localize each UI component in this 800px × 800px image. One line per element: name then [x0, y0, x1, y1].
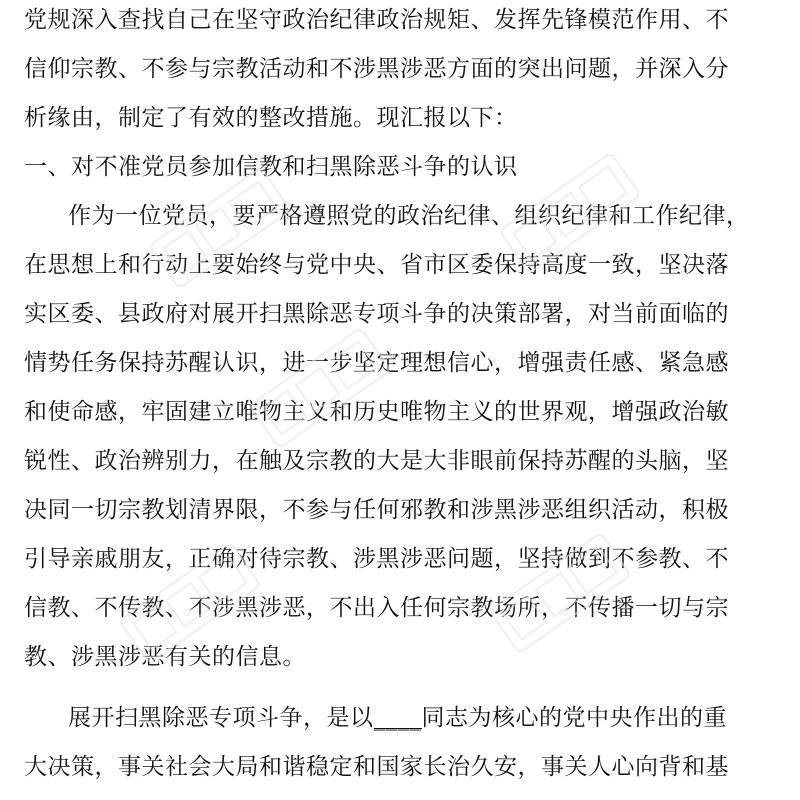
- text-line: 决同一切宗教划清界限，不参与任何邪教和涉黑涉恶组织活动，积极: [24, 497, 729, 523]
- fill-in-blank: ____: [373, 705, 422, 731]
- section-heading: 一、对不准党员参加信教和扫黑除恶斗争的认识: [24, 154, 518, 180]
- text-line: 党规深入查找自己在坚守政治纪律政治规矩、发挥先锋模范作用、不: [24, 7, 729, 33]
- text-line: 作为一位党员，要严格遵照党的政治纪律、组织纪律和工作纪律，: [68, 203, 750, 229]
- text-line: 信仰宗教、不参与宗教活动和不涉黑涉恶方面的突出问题，并深入分: [24, 56, 729, 82]
- text-line: 实区委、县政府对展开扫黑除恶专项斗争的决策部署，对当前面临的: [24, 301, 729, 327]
- text-line: 信教、不传教、不涉黑涉恶，不出入任何宗教场所，不传播一切与宗: [24, 595, 729, 621]
- para2-end-text: 同志为核心的党中央作出的重: [421, 705, 727, 731]
- text-line: 锐性、政治辨别力，在触及宗教的大是大非眼前保持苏醒的头脑，坚: [24, 448, 729, 474]
- text-line: 析缘由，制定了有效的整改措施。现汇报以下：: [24, 105, 518, 131]
- paragraph-2-first-line: [24, 694, 727, 743]
- text-line: 情势任务保持苏醒认识，进一步坚定理想信心，增强责任感、紧急感: [24, 350, 729, 376]
- text-line: 在思想上和行动上要始终与党中央、省市区委保持高度一致，坚决落: [24, 252, 729, 278]
- text-line: 教、涉黑涉恶有关的信息。: [24, 644, 306, 670]
- para2-start-text: 展开扫黑除恶专项斗争，是以: [68, 705, 374, 731]
- text-line: 引导亲戚朋友，正确对待宗教、涉黑涉恶问题，坚持做到不参教、不: [24, 546, 729, 572]
- text-line: 和使命感，牢固建立唯物主义和历史唯物主义的世界观，增强政治敏: [24, 399, 729, 425]
- document-page: [24, 0, 750, 792]
- text-line: 大决策，事关社会大局和谐稳定和国家长治久安，事关人心向背和基: [24, 754, 729, 780]
